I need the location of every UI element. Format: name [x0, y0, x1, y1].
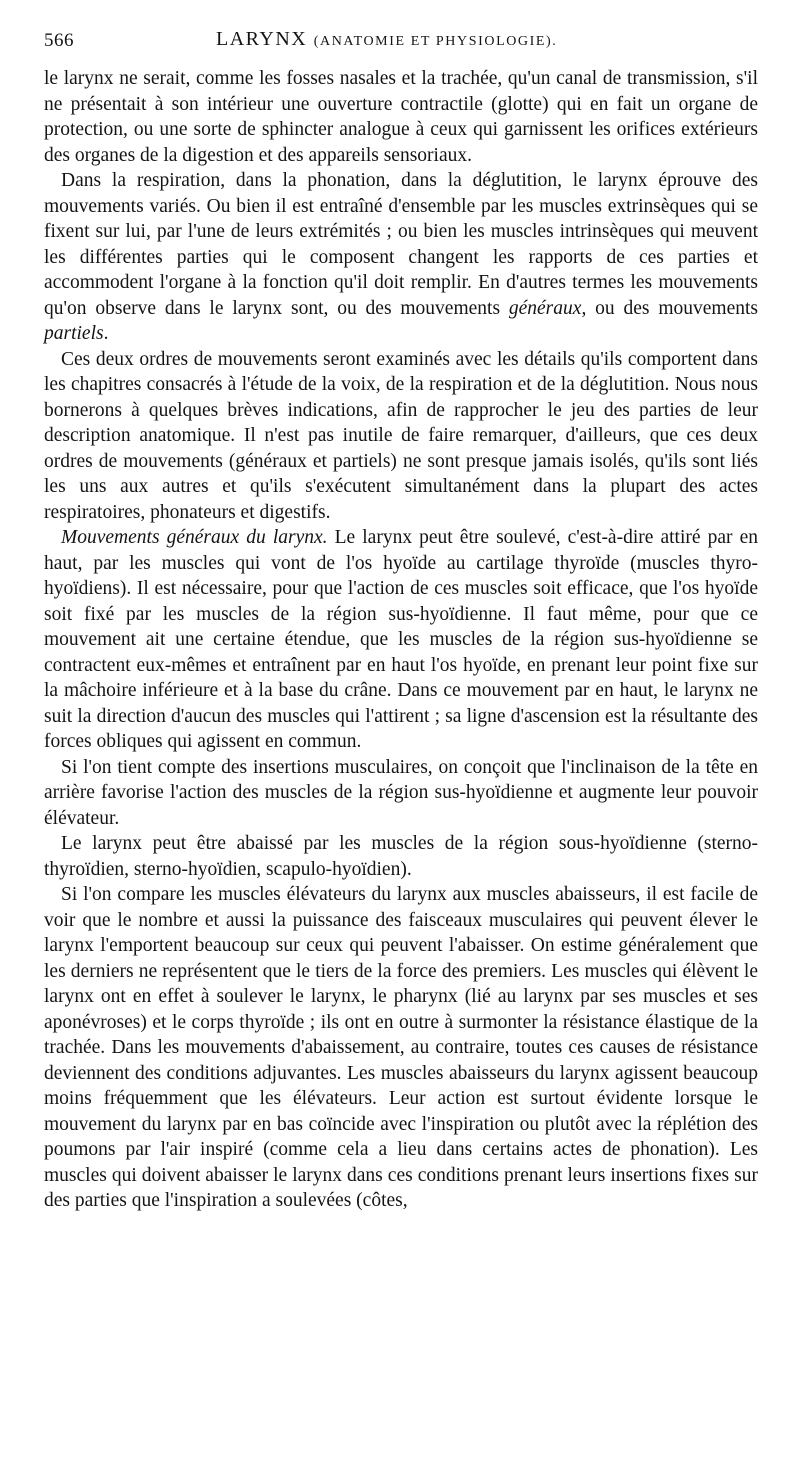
paragraph-2-text-c: . — [103, 323, 109, 344]
section-heading-mouvements-generaux: Mouvements généraux du larynx. — [61, 527, 328, 548]
paragraph-6: Le larynx peut être abaissé par les muscles de la région sous-hyoïdienne (sterno-thyroïdien, sterno-hyoïdien, scapulo-hyoïdien). — [44, 833, 758, 880]
paragraph-7: Si l'on compare les muscles élévateurs du larynx aux muscles abaisseurs, il est facile de voir que le nombre et aussi la puissance des faisceaux musculaires qui peuvent élever le larynx l'emportent beaucoup sur ceux qui peuvent l'abaisser. On estime généralement que les derniers ne représentent que le tiers de la force des premiers. Les muscles qui élèvent le larynx ont en effet à soulever le larynx, le pharynx (lié au larynx par ses muscles et ses aponévroses) et le corps thyroïde ; ils ont en outre à surmonter la résistance élastique de la trachée. Dans les mouvements d'abaissement, au contraire, toutes ces causes de résistance deviennent des conditions adjuvantes. Les muscles abaisseurs du larynx agissent beaucoup moins fréquemment que les élévateurs. Leur action est surtout évidente lorsque le mouvement du larynx par en bas coïncide avec l'inspiration ou plutôt avec la réplétion des poumons par l'air inspiré (comme cela a lieu dans certains actes de phonation). Les muscles qui doivent abaisser le larynx dans ces conditions prenant leurs insertions fixes sur des parties que l'inspiration a soulevées (côtes, — [44, 884, 758, 1211]
paragraph-2-text-b: , ou des mouvements — [581, 297, 758, 319]
running-title-sub: (ANATOMIE ET PHYSIOLOGIE). — [313, 34, 558, 49]
paragraph-2-text-a: Dans la respiration, dans la phonation, dans la déglutition, le larynx éprouve des mouvements variés. Ou bien il est entraîné d'ensemble par les muscles extrinsèques qui se fixent sur lui, par l'une de leurs extrémités ; ou bien les muscles intrinsèques qui meuvent les différentes parties qui le composent changent les rapports de ces parties et accommodent l'organe à la fonction qu'il doit remplir. En d'autres termes les mouvements qu'on observe dans le larynx sont, ou des mouvements — [44, 170, 758, 319]
paragraph-2-emphasis-partiels: partiels — [44, 323, 104, 344]
paragraph-4-text: Le larynx peut être soulevé, c'est-à-dire attiré par en haut, par les muscles qui vont de l'os hyoïde au cartilage thyroïde (muscles thyro-hyoïdiens). Il est nécessaire, pour que l'action de ces muscles soit efficace, que l'os hyoïde soit fixé par les muscles de la région sus-hyoïdienne. Il faut même, pour que ce mouvement ait une certaine étendue, que les muscles de la région sus-hyoïdienne se contractent eux-mêmes et entraînent par en haut l'os hyoïde, en prenant leur point fixe sur la mâchoire inférieure et à la base du crâne. Dans ce mouvement par en haut, le larynx ne suit la direction d'aucun des muscles qui l'attirent ; sa ligne d'ascension est la résultante des forces obliques qui agissent en commun. — [44, 527, 758, 752]
page — [44, 26, 758, 1214]
running-title — [216, 28, 557, 51]
paragraph-3: Ces deux ordres de mouvements seront examinés avec les détails qu'ils comportent dans les chapitres consacrés à l'étude de la voix, de la respiration et de la déglutition. Nous nous bornerons à quelques brèves indications, afin de rapprocher le jeu des parties de leur description anatomique. Il n'est pas inutile de faire remarquer, d'ailleurs, que ces deux ordres de mouvements (généraux et partiels) ne sont presque jamais isolés, qu'ils sont liés les uns aux autres et qu'ils s'exécutent simultanément dans la plupart des actes respiratoires, phonateurs et digestifs. — [44, 348, 758, 523]
body-text — [44, 66, 758, 1214]
paragraph-4 — [44, 525, 758, 755]
page-number: 566 — [44, 30, 74, 51]
page-header — [44, 26, 758, 56]
running-title-main: LARYNX — [216, 28, 308, 50]
paragraph-1: le larynx ne serait, comme les fosses nasales et la trachée, qu'un canal de transmission, s'il ne présentait à son intérieur une ouverture contractile (glotte) qui en fait un organe de protection, ou une sorte de sphincter analogue à ceux qui garnissent les orifices extérieurs des organes de la digestion et des appareils sensoriaux. — [44, 68, 758, 166]
paragraph-5: Si l'on tient compte des insertions musculaires, on conçoit que l'inclinaison de la tête en arrière favorise l'action des muscles de la région sus-hyoïdienne et augmente leur pouvoir élévateur. — [44, 756, 758, 829]
paragraph-2-emphasis-generaux: généraux — [508, 297, 582, 319]
paragraph-2 — [44, 168, 758, 347]
